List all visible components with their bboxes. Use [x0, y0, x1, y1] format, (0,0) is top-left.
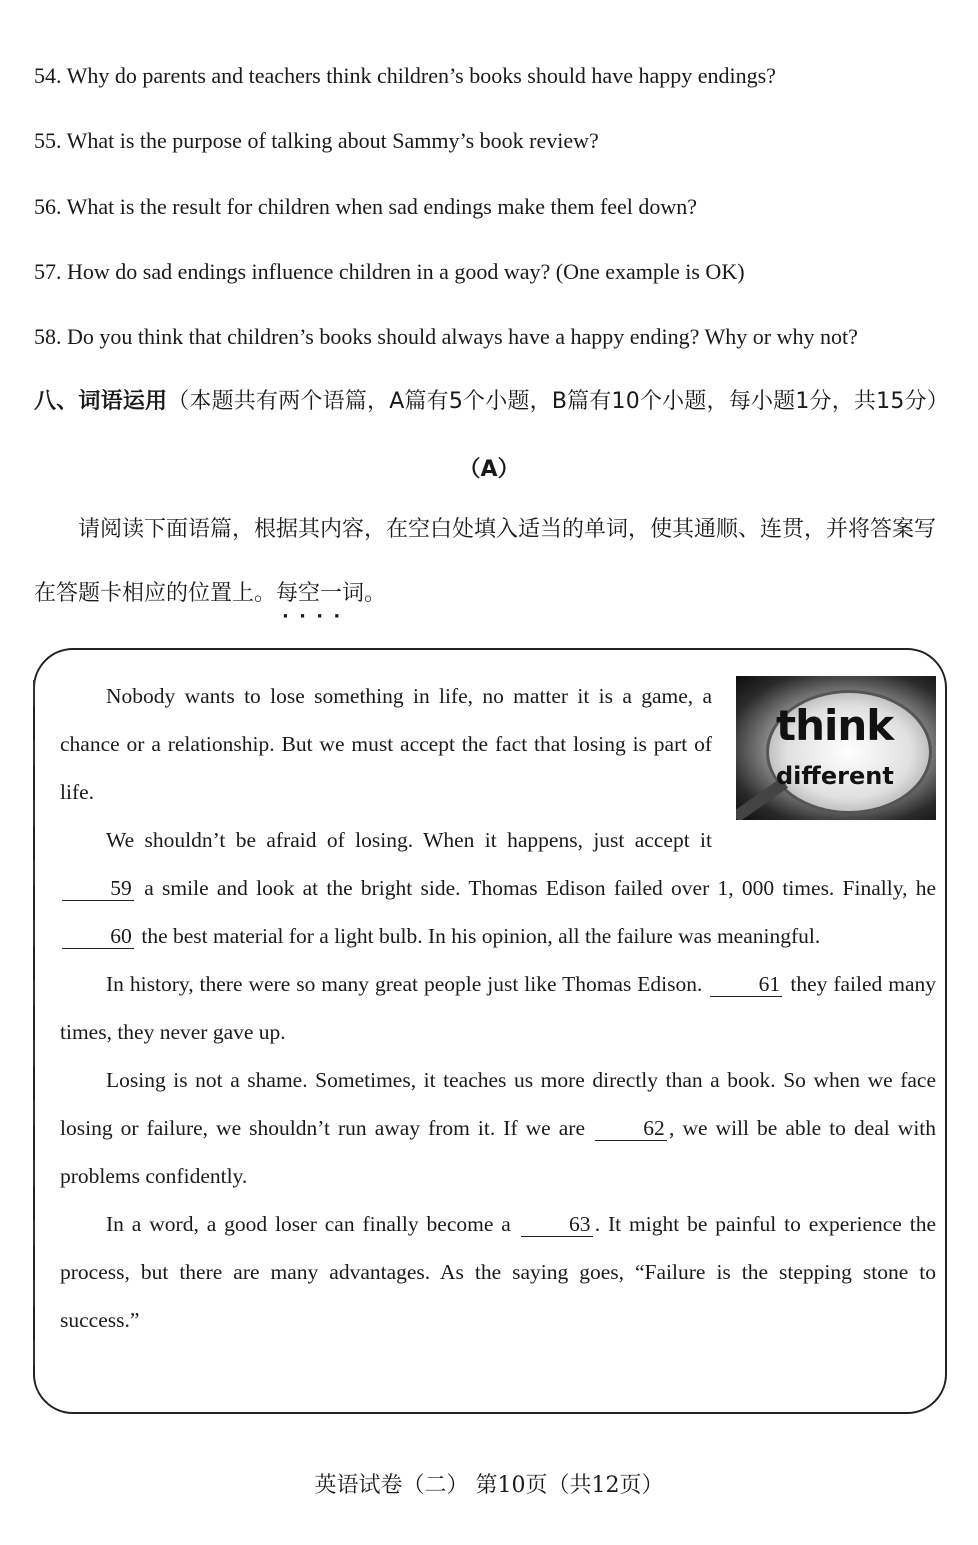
instruction-line-2 — [34, 580, 386, 608]
margin-marks — [33, 680, 35, 1400]
paragraph-4: Losing is not a shame. Sometimes, it teaches us more directly than a book. So when we face losing or failure, we shouldn’t run away from it. If we are 62 , we will be able to deal with problems confidently. — [60, 1068, 937, 1188]
section-title-bold: 八、词语运用 — [34, 389, 168, 414]
section-title — [34, 388, 949, 416]
blank-63[interactable]: 63 — [521, 1212, 593, 1237]
image-text-different: different — [776, 762, 894, 790]
blank-61[interactable]: 61 — [710, 972, 782, 997]
question-55: 55. What is the purpose of talking about Sammy’s book review? — [34, 128, 599, 153]
paragraph-5: In a word, a good loser can finally become a 63 . It might be painful to experience the process, but there are many advantages. As the saying goes, “Failure is the stepping stone to success.” — [60, 1212, 937, 1332]
instruction-line-1: 请阅读下面语篇，根据其内容，在空白处填入适当的单词，使其通顺、连贯，并将答案写 — [78, 517, 937, 542]
instruction-emphasis: 每空一词 · · · · — [276, 581, 364, 606]
paragraph-2: We shouldn’t be afraid of losing. When it happens, just accept it 59 a smile and look at the bright side. Thomas Edison failed over 1, 000 times. Finally, he 60 the best material for a light bulb. In his opinion, all the failure was meaningful. — [60, 816, 936, 960]
passage-a-heading: （A） — [458, 457, 520, 482]
page-footer: 英语试卷（二） 第10页（共12页） — [314, 1473, 664, 1498]
question-56: 56. What is the result for children when sad endings make them feel down? — [34, 194, 698, 219]
think-different-image — [736, 676, 936, 820]
instruction-end: 。 — [364, 581, 387, 606]
blank-62[interactable]: 62 — [595, 1116, 667, 1141]
blank-60[interactable]: 60 — [62, 924, 134, 949]
blank-59[interactable]: 59 — [62, 876, 134, 901]
instruction-text: 在答题卡相应的位置上。 — [34, 581, 277, 606]
image-text-think: think — [776, 701, 894, 750]
passage-a — [60, 672, 936, 1344]
paragraph-1: Nobody wants to lose something in life, no matter it is a game, a chance or a relationship. But we must accept the fact that losing is part of life. — [60, 684, 712, 804]
question-57: 57. How do sad endings influence children in a good way? (One example is OK) — [34, 259, 745, 284]
question-58: 58. Do you think that children’s books should always have a happy ending? Why or why not? — [34, 324, 858, 349]
section-title-note: （本题共有两个语篇，A篇有5个小题，B篇有10个小题，每小题1分，共15分） — [167, 389, 949, 414]
question-54: 54. Why do parents and teachers think children’s books should have happy endings? — [34, 63, 776, 88]
paragraph-3: In history, there were so many great people just like Thomas Edison. 61 they failed many times, they never gave up. — [60, 972, 936, 1044]
